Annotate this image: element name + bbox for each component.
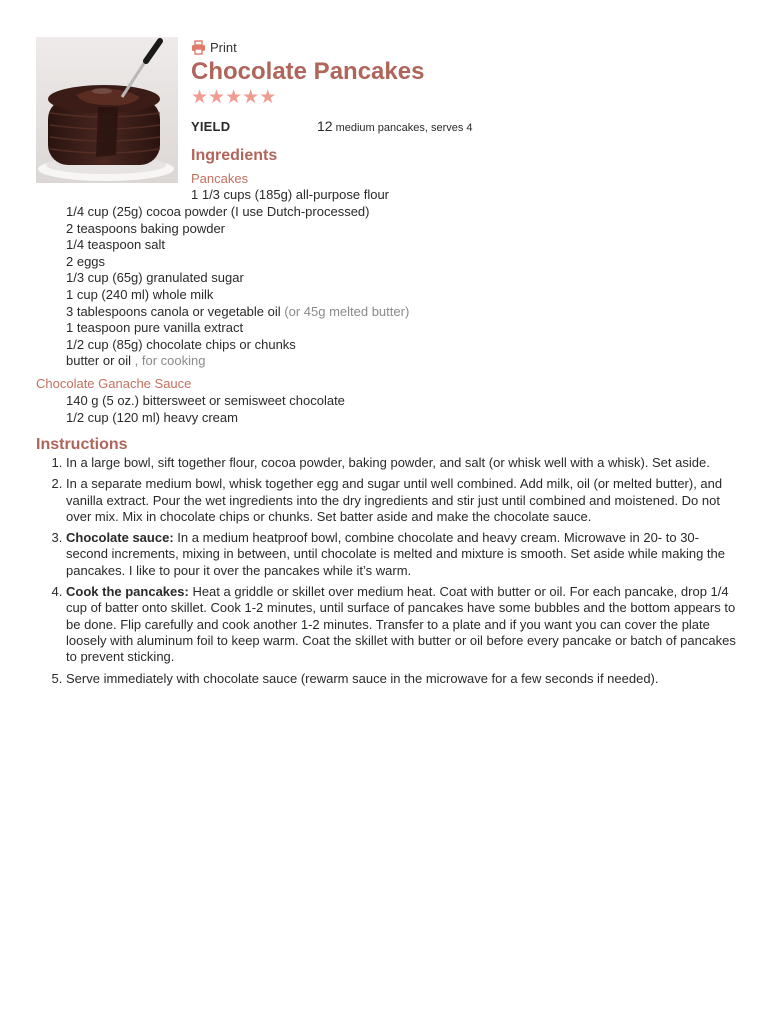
instruction-step — [36, 455, 736, 471]
ingredient-item — [66, 353, 409, 370]
ingredient-text: 1/4 cup (25g) cocoa powder (I use Dutch-processed) — [66, 204, 370, 219]
ingredient-item — [66, 254, 409, 271]
step-body — [66, 584, 736, 665]
ingredient-text: 1/2 cup (85g) chocolate chips or chunks — [66, 336, 296, 352]
instruction-step — [36, 530, 736, 579]
rating-stars[interactable] — [191, 89, 731, 107]
ingredient-text: 1/4 teaspoon salt — [66, 237, 166, 253]
step-number: 2. — [51, 476, 66, 492]
ingredient-text: 2 eggs — [66, 253, 106, 269]
ingredient-note: (or 45g melted butter) — [284, 303, 410, 319]
instruction-step — [36, 671, 736, 687]
ganache-subheading: Chocolate Ganache Sauce — [36, 376, 192, 391]
ingredient-note: , for cooking — [134, 353, 206, 369]
yield-value: 12 — [317, 118, 333, 134]
pancake-stack-image — [36, 37, 178, 183]
step-text: Serve immediately with chocolate sauce (rewarm sauce in the microwave for a few seconds if needed). — [66, 670, 659, 686]
ingredient-item — [66, 304, 409, 321]
step-body — [66, 455, 710, 471]
step-label: Cook the pancakes: — [66, 584, 189, 600]
star-icon[interactable]: ★ — [208, 87, 226, 108]
ingredient-item — [66, 410, 345, 427]
print-label[interactable]: Print — [210, 39, 237, 55]
instruction-step — [36, 476, 736, 525]
ingredient-text: 140 g (5 oz.) bittersweet or semisweet chocolate — [66, 393, 345, 408]
step-text: In a separate medium bowl, whisk together egg and sugar until well combined. Add milk, oil (or melted butter), and vanilla extract. Pour the wet ingredients into the dry ingredients and stir just until combined and moistened. Do not over mix. Mix in chocolate chips or chunks. Set batter aside and make the chocolate sauce. — [66, 476, 723, 524]
step-number: 3. — [51, 530, 66, 546]
star-icon[interactable]: ★ — [242, 87, 260, 108]
ingredient-item — [66, 287, 409, 304]
ingredient-item — [66, 320, 409, 337]
ingredient-text: 1 teaspoon pure vanilla extract — [66, 320, 244, 336]
recipe-header — [191, 36, 731, 134]
ingredient-item — [191, 187, 389, 202]
ingredient-text: 3 tablespoons canola or vegetable oil — [66, 303, 285, 319]
recipe-photo — [36, 37, 178, 183]
print-button[interactable] — [191, 36, 731, 58]
step-body — [66, 476, 736, 525]
instructions-heading: Instructions — [36, 436, 128, 453]
step-text: Heat a griddle or skillet over medium heat. Coat with butter or oil. For each pancake, drop 1/4 cup of batter onto skillet. Cook 1-2 minutes, until surface of pancakes have some bubbles and the bottom appears to be done. Flip carefully and cook another 1-2 minutes. Transfer to a plate and if you want you can cover the plate loosely with aluminum foil to keep warm. Coat the skillet with butter or oil before every pancake or batch of pancakes to prevent sticking. — [66, 584, 736, 665]
printer-icon — [191, 40, 206, 55]
ingredient-text: 1 cup (240 ml) whole milk — [66, 286, 214, 302]
ingredient-item — [66, 221, 409, 238]
yield-row — [191, 118, 731, 134]
ingredient-item — [66, 393, 345, 410]
ingredients-heading: Ingredients — [191, 147, 278, 164]
star-icon[interactable]: ★ — [225, 87, 243, 108]
step-label: Chocolate sauce: — [66, 530, 174, 546]
ingredient-text: 1 1/3 cups (185g) all-purpose flour — [191, 187, 390, 202]
ingredient-text: 2 teaspoons baking powder — [66, 220, 226, 236]
ingredient-item — [66, 337, 409, 354]
ingredient-text: butter or oil — [66, 353, 135, 369]
step-text: In a medium heatproof bowl, combine chocolate and heavy cream. Microwave in 20- to 30-second increments, mixing in between, until chocolate is melted and mixture is smooth. Set aside while making the pancakes. I like to pour it over the pancakes while it’s warm. — [66, 530, 725, 578]
pancake-ingredients-list — [66, 204, 409, 370]
step-text: In a large bowl, sift together flour, cocoa powder, baking powder, and salt (or whisk well with a whisk). Set aside. — [66, 455, 710, 470]
ingredient-item — [66, 270, 409, 287]
ganache-ingredients-list — [66, 393, 345, 426]
star-icon[interactable]: ★ — [259, 87, 277, 108]
step-number: 5. — [51, 670, 66, 686]
instruction-step — [36, 584, 736, 665]
recipe-title: Chocolate Pancakes — [191, 58, 425, 85]
ingredient-text: 1/2 cup (120 ml) heavy cream — [66, 409, 238, 425]
step-body — [66, 530, 736, 579]
step-body — [66, 671, 659, 687]
ingredient-text: 1/3 cup (65g) granulated sugar — [66, 270, 244, 286]
ingredient-item — [66, 237, 409, 254]
instructions-list — [36, 455, 736, 692]
yield-label: YIELD — [191, 119, 231, 134]
pancakes-subheading: Pancakes — [191, 171, 249, 186]
ingredient-item — [66, 204, 409, 221]
step-number: 1. — [51, 455, 66, 470]
star-icon[interactable]: ★ — [191, 87, 209, 108]
yield-note: medium pancakes, serves 4 — [335, 122, 473, 134]
step-number: 4. — [51, 584, 66, 600]
